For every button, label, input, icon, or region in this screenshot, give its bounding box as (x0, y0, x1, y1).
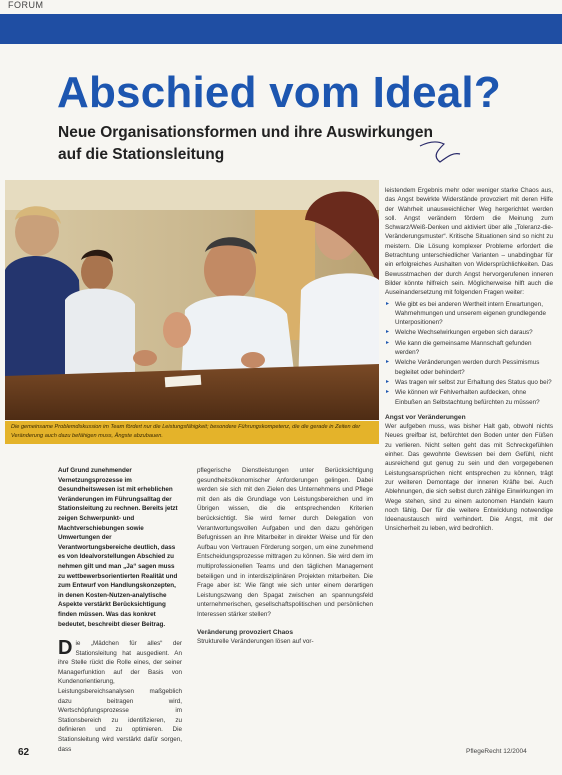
column-two (197, 466, 373, 647)
question-item: ▸ Welche Wechselwirkungen ergeben sich daraus? (385, 328, 553, 337)
right-column-closing: Wer aufgeben muss, was bisher Halt gab, obwohl nichts Neues greifbar ist, befürchtet den Boden unter den Füßen zu verlieren. Nicht selten geht das mit Schreckgefühlen einher. Das gewohnte Gewissen bei dem Gefühl, nicht ausreichend gut genug zu sein und den vorgegebenen Leistungsansprüchen nicht entsprechen zu können, trägt zur weiteren Demontage der inneren Kräfte bei. Auch Ablehnungen, die sich selbst durch zählige Einwirkungen im Wege stehen, sind zu einem autonomen Handeln kaum noch fähig. Der für die weitere Entwicklung notwendige Ideenaustausch wird verhindert. Die Angst, mit der Unsicherheit zu leben, wird bedrohlich. (385, 423, 553, 533)
drop-cap: D (58, 637, 73, 660)
article-title: Abschied vom Ideal? (57, 68, 501, 117)
question-item: ▸ Welche Veränderungen werden durch Pessimismus begleitet oder behindert? (385, 358, 553, 377)
section-label: FORUM (8, 0, 44, 10)
subheading-angst: Angst vor Veränderungen (385, 413, 466, 421)
subheading-chaos: Veränderung provoziert Chaos (197, 628, 293, 636)
journal-issue: PflegeRecht 12/2004 (466, 748, 527, 755)
header-bar (0, 14, 562, 44)
column-two-closing: Strukturelle Veränderungen lösen auf vor- (197, 638, 314, 646)
column-one-body (58, 639, 182, 754)
photo-caption: Die gemeinsame Problemdiskussion im Team fördert nur die Leistungsfähigkeit; besondere Führungskompetenz, die die gerade in Zeiten der Veränderung auch dazu befähigen muss, Ängste abzubauen. (5, 421, 379, 444)
column-one (58, 466, 182, 754)
page-number: 62 (18, 747, 30, 758)
article-subtitle: Neue Organisationsformen und ihre Auswirkungen auf die Stationsleitung (58, 124, 433, 163)
article-lead: Auf Grund zunehmender Vernetzungsprozesse im Gesundheitswesen ist mit erheblichen Veränderungen im Führungsalltag der Stationsleitung zu rechnen. Bereits jetzt zeigen Schwerpunkt- und Machtverschiebungen sowie Umwertungen der Verantwortungsbereiche deutlich, dass es von Idealvorstellungen Abschied zu nehmen gilt und man „Ja“ sagen muss zu wettbewerbsorientierten Realität und zum Entwurf von Handlungskonzepten, in denen Kosten-Nutzen-analytische Aspekte verstärkt Berücksichtigung finden müssen. Was das konkret bedeutet, beschreibt dieser Beitrag. (58, 467, 178, 628)
right-column-intro: leistendem Ergebnis mehr oder weniger starke Chaos aus, das Angst bewirkte Widerstände provoziert mit deren Hilfe der Wahrheit unausweichlicher Weg hergerichtet werden soll. Angst verändern fördern die Meinung zum Schwarz/Weiß-Denken und aktiviert über alle „Toleranz-die-Veränderungsmuster“. Kritische Situationen sind so nicht zu meistern. Die Lösung komplexer Probleme erfordert die Betrachtung unterschiedlicher Varianten – unabdingbar für ein erfolgreiches Aushalten von Widersprüchlichkeiten. Das Bewusstmachen der durch Angst hervorgerufenen inneren Bilder könnte hilfreich sein. Möglicherweise hilft auch die Auseinandersetzung mit folgenden Fragen weiter: (385, 187, 553, 297)
question-item: ▸ Was tragen wir selbst zur Erhaltung des Status quo bei? (385, 378, 553, 387)
question-item: ▸ Wie können wir Fehlverhalten aufdecken, ohne Einbußen an Selbstachtung befürchten zu müssen? (385, 388, 553, 407)
pen-scribble-mark (418, 138, 462, 168)
column-one-text: ie „Mädchen für alles“ der Stationsleitung hat ausgedient. An ihre Stelle rückt die Rolle eines, der seiner Managerfunktion auf der Basis von Kundenorientierung, Leistungsbereichsanalysen maßgeblich dazu beitragen wird, Wertschöpfungsprozesse im Stationsbereich zu identifizieren, zu definieren und zu optimieren. Die Stationsleitung wird verstärkt dafür sorgen, dass (58, 640, 182, 753)
question-item: ▸ Wie kann die gemeinsame Mannschaft gefunden werden? (385, 339, 553, 358)
right-column (385, 186, 553, 534)
question-item: ▸ Wie gibt es bei anderen Wertheit intern Erwartungen, Wahrnehmungen und unserem eigenen grundlegende Unterpositionen? (385, 300, 553, 328)
team-meeting-photo (5, 180, 379, 420)
column-two-text: pflegerische Dienstleistungen unter Berücksichtigung gesundheitsökonomischer Anforderungen gelingen. Dabei werden sie sich mit den Zielen des Unternehmens und Pflege mit den als die Grundlage von Leistungsbereichen und im Übrigen wissen, die die entsprechenden Kriterien berücksichtigt. Sie wird ferner durch Delegation von Verantwortungsvollen Aufgaben und den dazu gehörigen Befugnissen an ihre Mitarbeiter in direkter Weise und für den Aufbau von Vertrauen Förderung sorgen, um eine zunehmend Entscheidungsprozesse mittragen zu können. Sie wird dem im multiprofessionellen Teams und den täglichen Management beteiligen und in interdisziplinären Projekten mitarbeiten. Die Frage aber ist: Wie fängt wie sich unter einem derartigen Leistungszwang den Spagat zwischen an spannungsfeld unternehmerischen, gesellschaftspolitischen und persönlichen Interessen stärker stellen? (197, 467, 373, 618)
question-list (385, 300, 553, 407)
